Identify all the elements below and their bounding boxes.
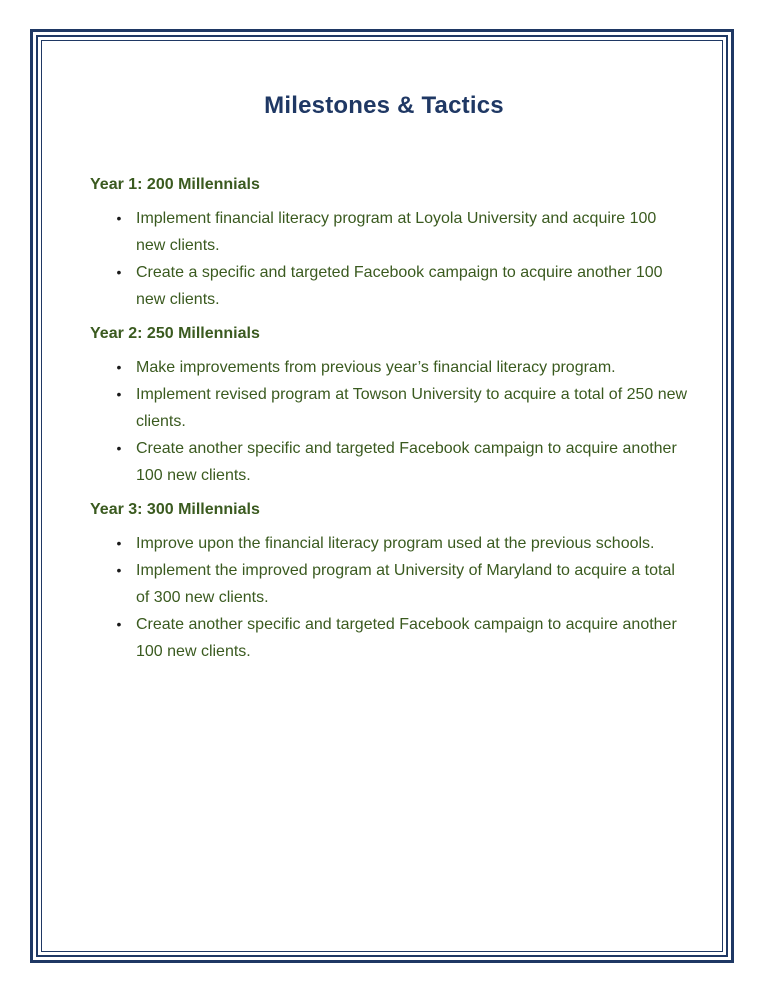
section-heading: Year 3: 300 Millennials [90,501,260,518]
list-item [90,205,690,259]
list-item-text: Implement the improved program at University of Maryland to acquire a total of 300 new clients. [136,562,675,606]
list-item-text: Make improvements from previous year’s financial literacy program. [136,359,616,376]
list-item-text: Create a specific and targeted Facebook campaign to acquire another 100 new clients. [136,264,663,308]
list-item [90,611,690,665]
list-item [90,557,690,611]
bullet-icon: • [116,562,122,578]
bullet-icon: • [116,440,122,456]
page-title: Milestones & Tactics [264,92,504,119]
bullet-list [90,354,690,489]
section-year-1 [90,172,690,313]
bullet-list [90,205,690,313]
list-item [90,354,690,381]
list-item [90,381,690,435]
list-item [90,435,690,489]
section-year-2 [90,321,690,489]
list-item [90,259,690,313]
bullet-icon: • [116,210,122,226]
list-item-text: Create another specific and targeted Facebook campaign to acquire another 100 new clients. [136,440,677,484]
bullet-icon: • [116,535,122,551]
bullet-icon: • [116,359,122,375]
bullet-icon: • [116,264,122,280]
bullet-list [90,530,690,665]
list-item-text: Create another specific and targeted Facebook campaign to acquire another 100 new clients. [136,616,677,660]
list-item [90,530,690,557]
section-year-3 [90,497,690,665]
list-item-text: Implement financial literacy program at Loyola University and acquire 100 new clients. [136,210,657,254]
document-body [90,172,690,673]
list-item-text: Improve upon the financial literacy program used at the previous schools. [136,535,655,552]
bullet-icon: • [116,386,122,402]
bullet-icon: • [116,616,122,632]
section-heading: Year 1: 200 Millennials [90,176,260,193]
list-item-text: Implement revised program at Towson University to acquire a total of 250 new clients. [136,386,688,430]
section-heading: Year 2: 250 Millennials [90,325,260,342]
